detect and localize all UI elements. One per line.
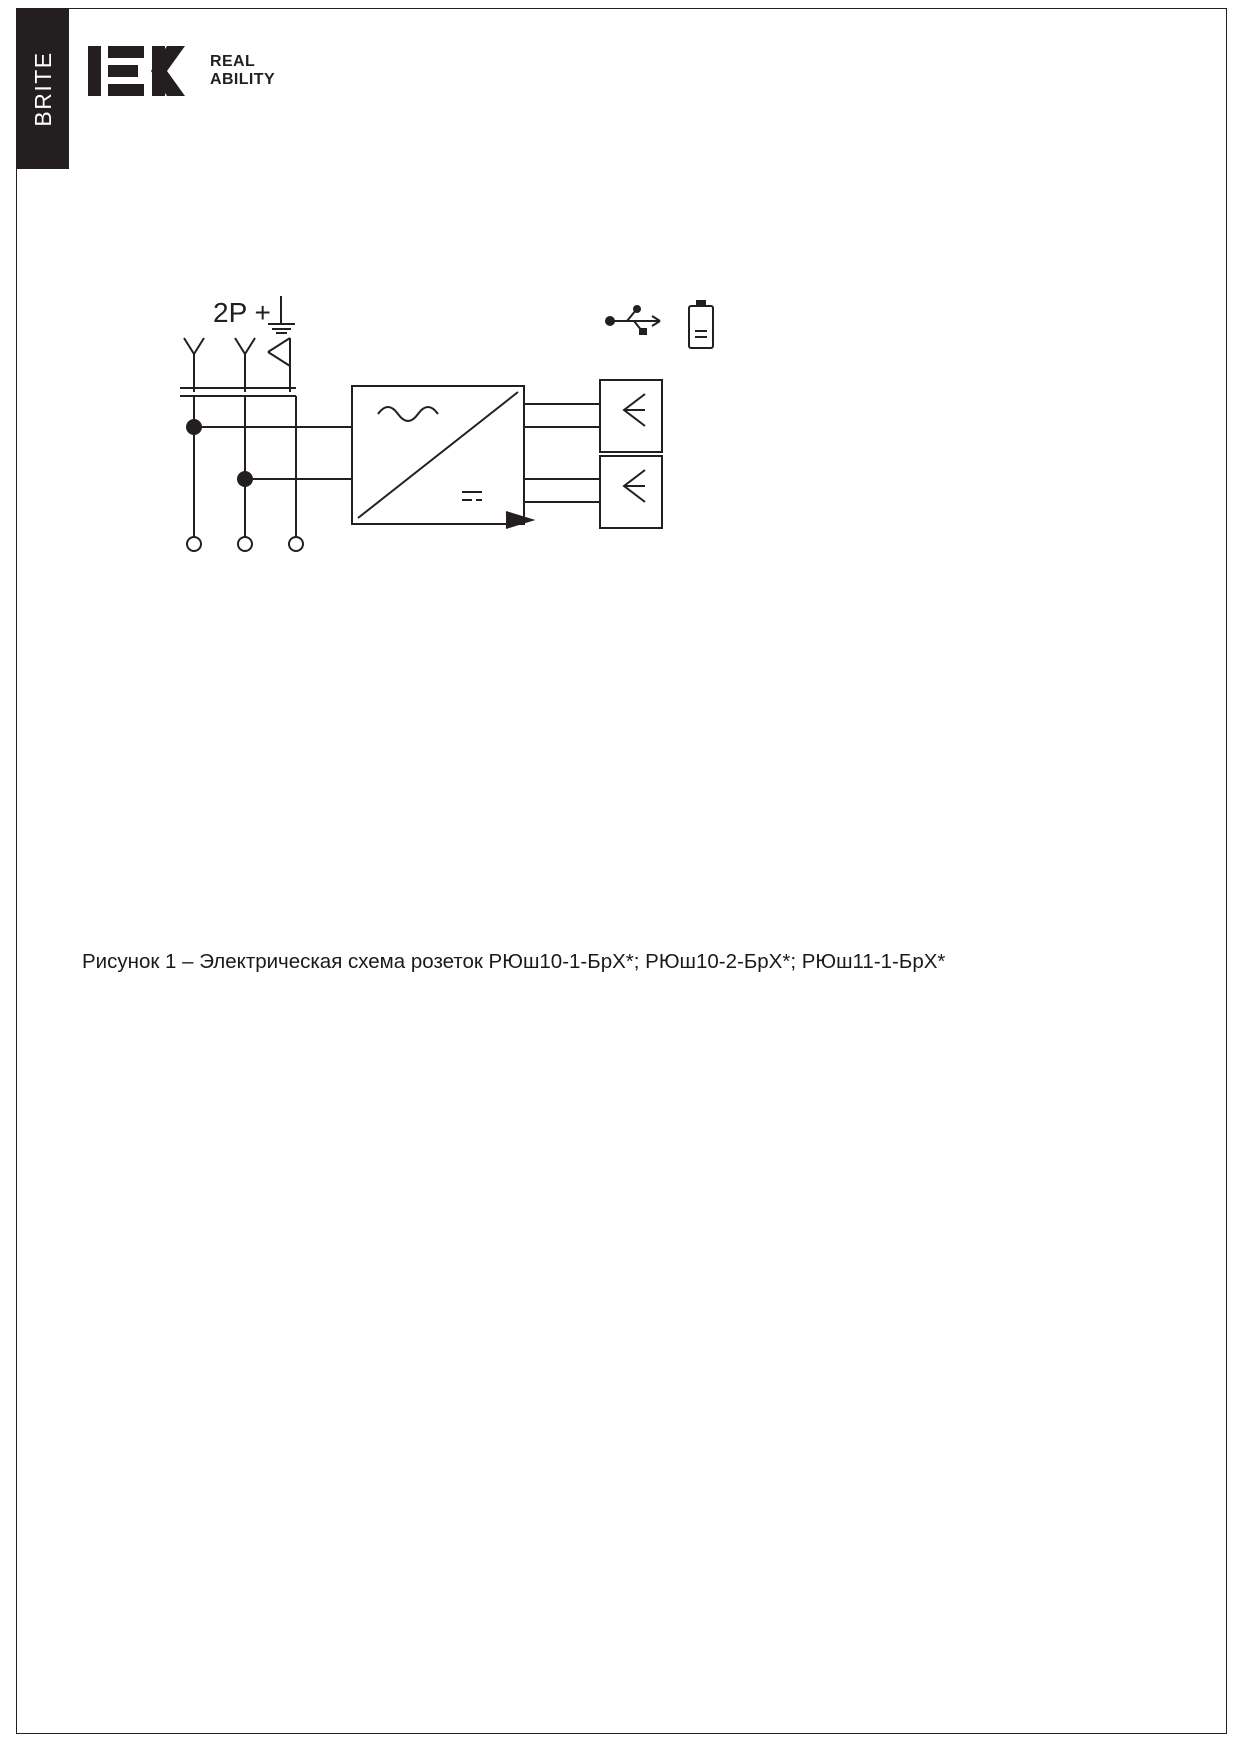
brand-tab [17, 9, 69, 169]
figure-caption: Рисунок 1 – Электрическая схема розеток РЮш10-1-БрX*; РЮш10-2-БрX*; РЮш11-1-БрX* [82, 950, 946, 973]
terminal-3 [289, 537, 303, 551]
electrical-schematic [140, 280, 800, 580]
iek-wordmark-icon [88, 40, 196, 102]
input-label: 2P + [213, 297, 271, 328]
terminal-1 [187, 537, 201, 551]
iek-tagline-line2: ABILITY [210, 71, 276, 88]
iek-logo [88, 40, 275, 102]
terminal-2 [238, 537, 252, 551]
battery-icon [689, 300, 713, 348]
iek-tagline-line1: REAL [210, 53, 256, 71]
iek-tagline [210, 53, 275, 89]
schematic-svg [140, 280, 800, 580]
usb-icon [605, 305, 660, 335]
page-border [16, 8, 1227, 1734]
brand-tab-label: BRITE [29, 51, 56, 127]
